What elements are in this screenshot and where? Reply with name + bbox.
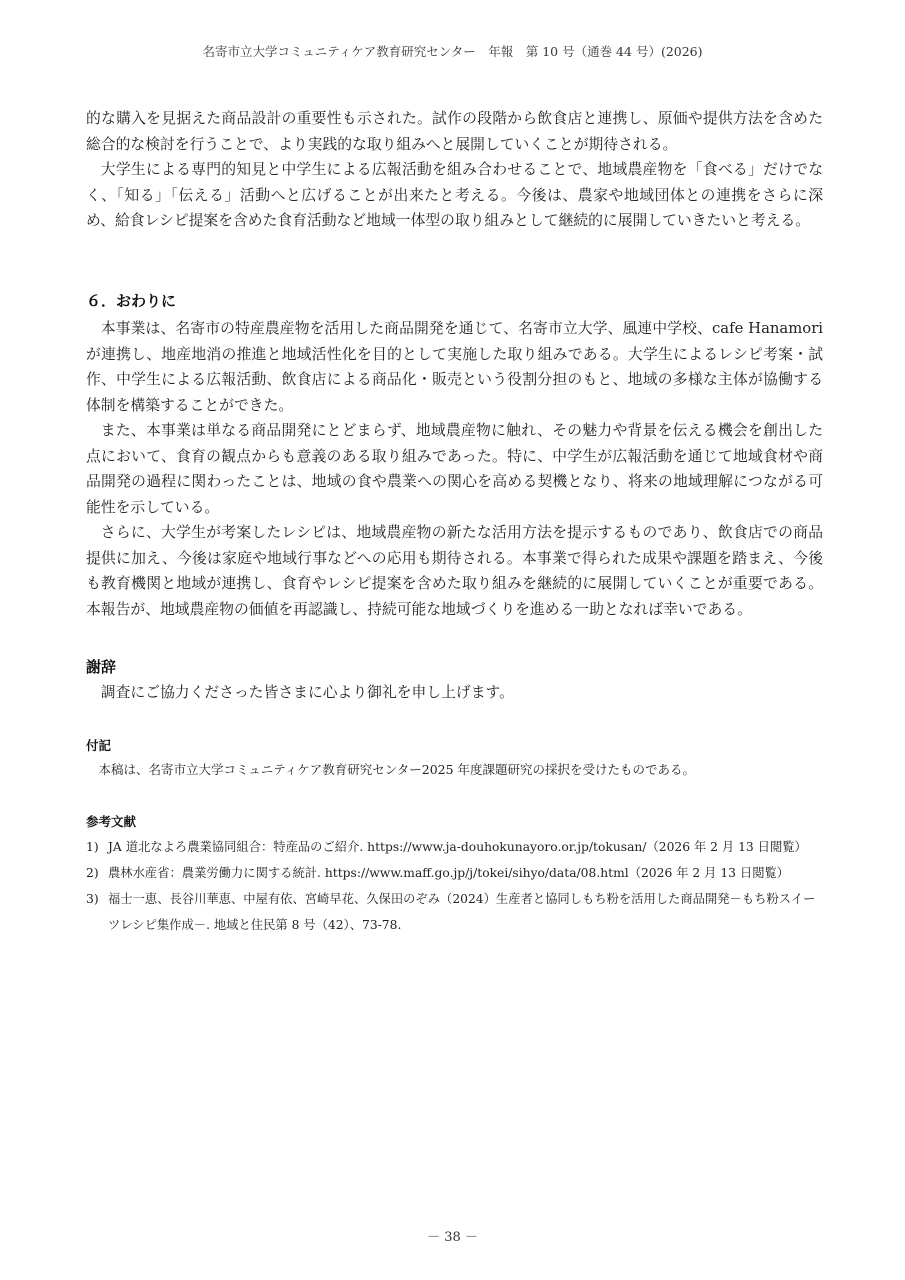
paragraph: 的な購入を見据えた商品設計の重要性も示された。試作の段階から飲食店と連携し、原価や提供方法を含めた総合的な検討を行うことで、より実践的な取り組みへと展開していくことが期待される。 [86, 110, 823, 153]
reference-text: JA 道北なよろ農業協同組合：特産品のご紹介. https://www.ja-douhokunayoro.or.jp/tokusan/（2026 年 2 月 13 日閲覧） [108, 840, 807, 854]
reference-list [86, 834, 823, 938]
page-number: － 38 － [427, 1230, 478, 1245]
running-header: 名寄市立大学コミュニティケア教育研究センター 年報 第 10 号（通巻 44 号）(2026) [202, 44, 703, 59]
paragraph: さらに、大学生が考案したレシピは、地域農産物の新たな活用方法を提示するものであり、飲食店での商品提供に加え、今後は家庭や地域行事などへの応用も期待される。本事業で得られた成果や課題を踏まえ、今後も教育機関と地域が連携し、食育やレシピ提案を含めた取り組みを継続的に展開していくことが重要である。本報告が、地域農産物の価値を再認識し、持続可能な地域づくりを進める一助となれば幸いである。 [86, 524, 823, 618]
reference-number: 2) [86, 866, 99, 880]
section-heading-appendix-note: 付記 [86, 738, 112, 753]
acknowledgements-section [86, 680, 823, 706]
reference-number: 1) [86, 840, 99, 854]
continued-section [86, 106, 823, 234]
reference-number: 3) [86, 892, 99, 906]
paragraph: 調査にご協力くださった皆さまに心より御礼を申し上げます。 [100, 684, 514, 701]
paragraph: 大学生による専門的知見と中学生による広報活動を組み合わせることで、地域農産物を「食べる」だけでなく、「知る」「伝える」活動へと広げることが出来たと考える。今後は、農家や地域団体との連携をさらに深め、給食レシピ提案を含めた食育活動など地域一体型の取り組みとして継続的に展開していきたいと考える。 [86, 161, 823, 229]
reference-text: 福士一恵、長谷川華恵、中屋有依、宮崎早花、久保田のぞみ（2024）生産者と協同しもち粉を活用した商品開発－もち粉スイーツレシピ集作成－. 地域と住民第 8 号（42）、73-78. [108, 892, 816, 932]
section-heading-references: 参考文献 [86, 814, 137, 829]
appendix-note-section [86, 760, 823, 780]
reference-text: 農林水産省：農業労働力に関する統計. https://www.maff.go.jp/j/tokei/sihyo/data/08.html（2026 年 2 月 13 日閲覧） [108, 866, 790, 880]
paragraph: 本事業は、名寄市の特産農産物を活用した商品開発を通じて、名寄市立大学、風連中学校、cafe Hanamoriが連携し、地産地消の推進と地域活性化を目的として実施した取り組みである。大学生によるレシピ考案・試作、中学生による広報活動、飲食店による商品化・販売という役割分担のもと、地域の多様な主体が協働する体制を構築することができた。 [86, 320, 823, 414]
reference-item [86, 834, 823, 860]
paragraph: また、本事業は単なる商品開発にとどまらず、地域農産物に触れ、その魅力や背景を伝える機会を創出した点において、食育の観点からも意義のある取り組みであった。特に、中学生が広報活動を通じて地域食材や商品開発の過程に関わったことは、地域の食や農業への関心を高める契機となり、将来の地域理解につながる可能性を示している。 [86, 422, 823, 516]
reference-item [86, 886, 823, 938]
conclusion-section [86, 316, 823, 622]
section-heading-conclusion: ６．おわりに [86, 292, 177, 310]
paragraph: 本稿は、名寄市立大学コミュニティケア教育研究センター2025 年度課題研究の採択を受けたものである。 [98, 762, 696, 777]
section-heading-acknowledgements: 謝辞 [86, 658, 117, 676]
reference-item [86, 860, 823, 886]
